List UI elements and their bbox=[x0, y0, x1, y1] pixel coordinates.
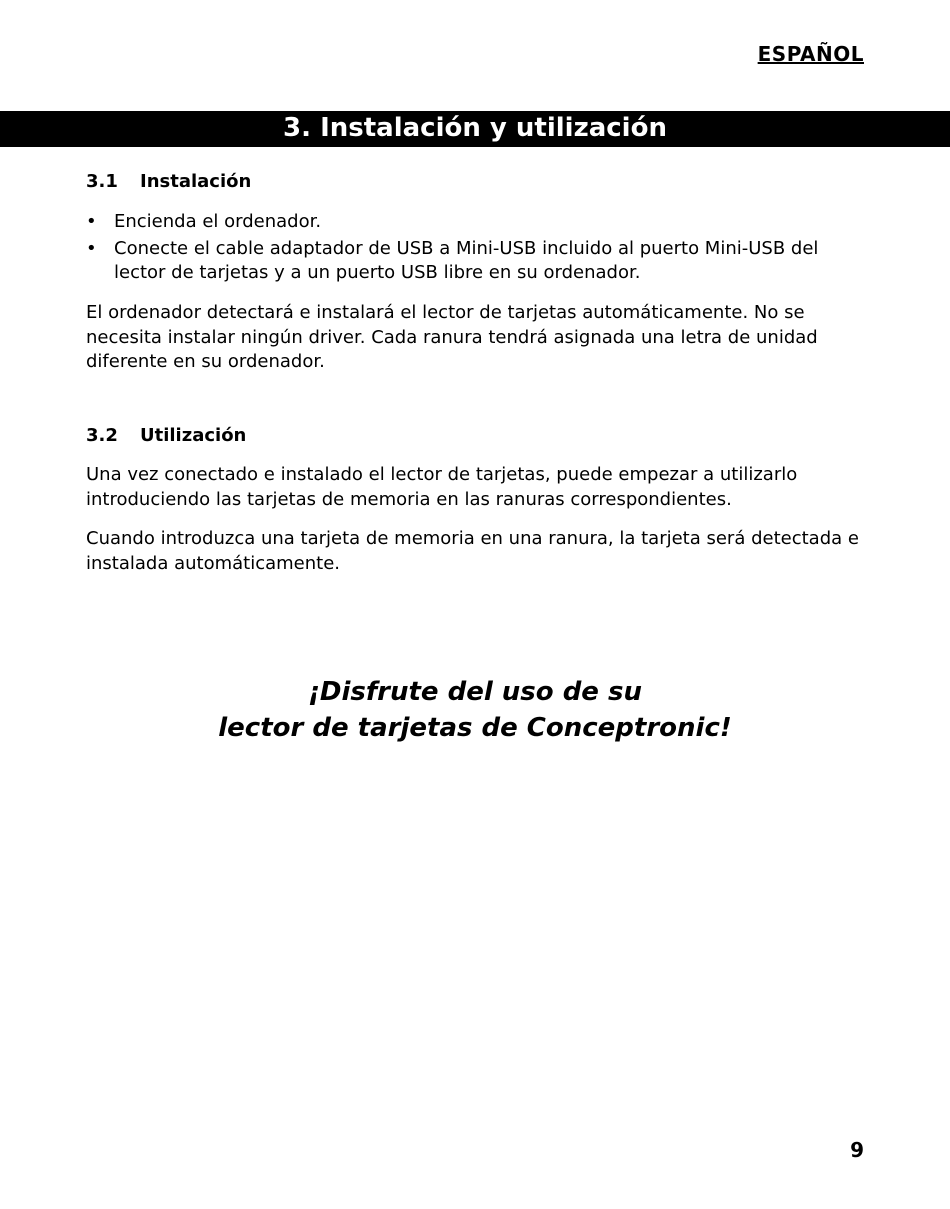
bullet-icon: • bbox=[86, 237, 97, 259]
bullet-icon: • bbox=[86, 211, 97, 232]
section-heading-usage bbox=[86, 424, 866, 449]
usage-paragraph-2-block bbox=[86, 527, 866, 576]
installation-paragraph-block bbox=[86, 301, 866, 375]
chapter-title: 3. Instalación y utilización bbox=[0, 111, 950, 147]
language-label: ESPAÑOL bbox=[757, 42, 864, 66]
installation-steps bbox=[86, 210, 866, 286]
section-heading-installation bbox=[86, 170, 866, 195]
list-item-text: Conecte el cable adaptador de USB a Mini-USB incluido al puerto Mini-USB del lector de tarjetas y a un puerto USB libre en su ordenador. bbox=[114, 237, 819, 283]
closing-line-2: lector de tarjetas de Conceptronic! bbox=[218, 713, 732, 743]
section-number: 3.2 bbox=[86, 425, 118, 446]
closing-message bbox=[0, 674, 950, 746]
usage-paragraph-1-block bbox=[86, 463, 866, 512]
list-item bbox=[86, 210, 866, 235]
section-number: 3.1 bbox=[86, 171, 118, 192]
page-number: 9 bbox=[850, 1138, 864, 1162]
section-usage bbox=[86, 424, 866, 449]
section-title: Utilización bbox=[140, 425, 247, 446]
section-installation bbox=[86, 170, 866, 195]
closing-line-1: ¡Disfrute del uso de su bbox=[308, 677, 642, 707]
usage-paragraph: Una vez conectado e instalado el lector de tarjetas, puede empezar a utilizarlo introduciendo las tarjetas de memoria en las ranuras correspondientes. bbox=[86, 464, 798, 510]
list-item bbox=[86, 237, 866, 286]
usage-paragraph: Cuando introduzca una tarjeta de memoria en una ranura, la tarjeta será detectada e instalada automáticamente. bbox=[86, 528, 859, 574]
list-item-text: Encienda el ordenador. bbox=[114, 211, 322, 232]
installation-paragraph: El ordenador detectará e instalará el lector de tarjetas automáticamente. No se necesita instalar ningún driver. Cada ranura tendrá asignada una letra de unidad diferente en su ordenador. bbox=[86, 302, 818, 372]
section-title: Instalación bbox=[140, 171, 252, 192]
